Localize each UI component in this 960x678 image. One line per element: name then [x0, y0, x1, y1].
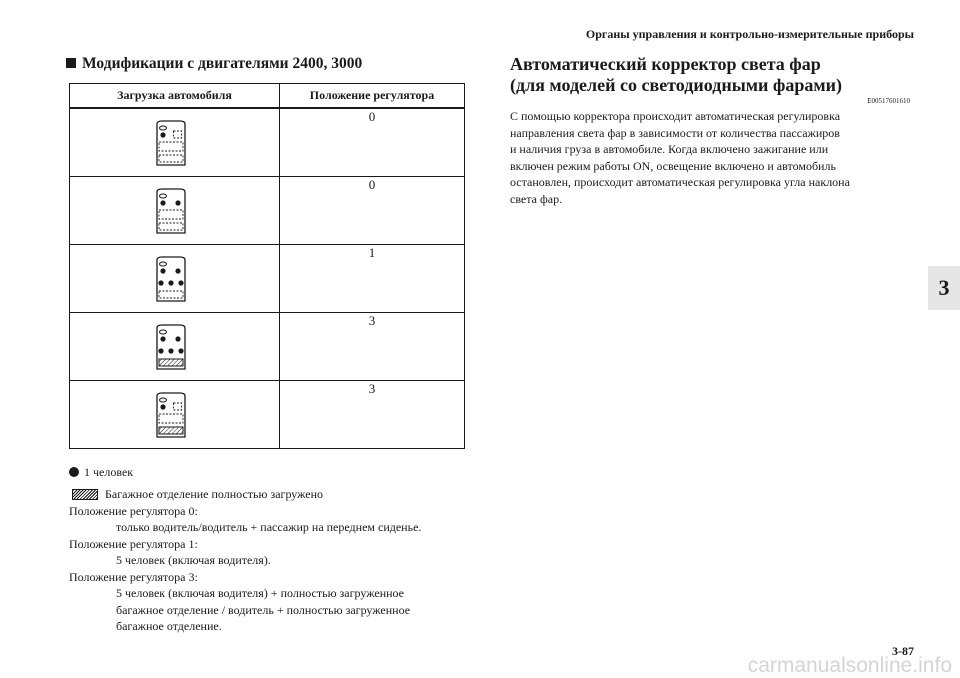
person-dot-icon [69, 467, 79, 477]
legend-pos3-text: 5 человек (включая водителя) + полностью загруженное [116, 586, 405, 600]
table-row [70, 245, 465, 313]
section-title: Модификации с двигателями 2400, 3000 [66, 55, 362, 73]
legend-pos3-label: Положение регулятора 3: [69, 569, 198, 584]
regulator-value: 0 [280, 108, 465, 177]
table-header-row [70, 84, 465, 109]
watermark: carmanualsonline.info [747, 654, 952, 677]
table-row [70, 381, 465, 449]
car-load-driver-full-trunk-icon [154, 392, 188, 438]
legend-pos3-text: багажное отделение / водитель + полностью загруженное [116, 602, 411, 617]
right-body-text: С помощью корректора происходит автоматическая регулировка направления света фар в зависимости от количества пассажиров и наличия груза в автомобиле. Когда включено зажигание или включен режим работы ON, освещение включено и автомобиль остановлен, происходит автоматическая регулировка угла наклона света фар. [510, 109, 850, 206]
car-load-2-front-icon [154, 188, 188, 234]
full-trunk-icon [72, 489, 98, 500]
page-number: 3-87 [892, 644, 914, 658]
column-header-position: Положение регулятора [280, 84, 465, 109]
car-load-5-persons-full-trunk-icon [154, 324, 188, 370]
regulator-value: 1 [280, 245, 465, 313]
table-row [70, 313, 465, 381]
table-row [70, 177, 465, 245]
headlight-level-table [69, 83, 465, 449]
right-section-title: Автоматический корректор света фар (для моделей со светодиодными фарами) [510, 54, 842, 95]
legend-notes: Багажное отделение полностью загружено Положение регулятора 0: только водитель/водитель + пассажир на переднем сиденье. Положение регулятора 1: 5 человек (включая водителя). Положение регулятора 3: 5 человек (включая водителя) + полностью загруженное багажное отделение / водитель + полностью загруженное багажное отделение. [69, 487, 422, 633]
table-row [70, 108, 465, 177]
legend-pos0-text: только водитель/водитель + пассажир на переднем сиденье. [116, 520, 422, 534]
regulator-value: 0 [280, 177, 465, 245]
legend-pos0-label: Положение регулятора 0: [69, 503, 198, 518]
legend-person: 1 человек [69, 464, 133, 481]
regulator-value: 3 [280, 381, 465, 449]
bullet-square-icon [66, 58, 76, 68]
legend-pos1-label: Положение регулятора 1: [69, 536, 198, 551]
car-load-5-persons-icon [154, 256, 188, 302]
chapter-tab: 3 [928, 266, 960, 310]
car-load-1-person-icon [154, 120, 188, 166]
regulator-value: 3 [280, 313, 465, 381]
running-header: Органы управления и контрольно-измерительные приборы [585, 27, 914, 41]
column-header-load: Загрузка автомобиля [70, 84, 280, 109]
legend-pos1-text: 5 человек (включая водителя). [116, 553, 271, 567]
legend-pos3-text: багажное отделение. [116, 619, 222, 633]
document-code: E00517601610 [867, 97, 910, 105]
